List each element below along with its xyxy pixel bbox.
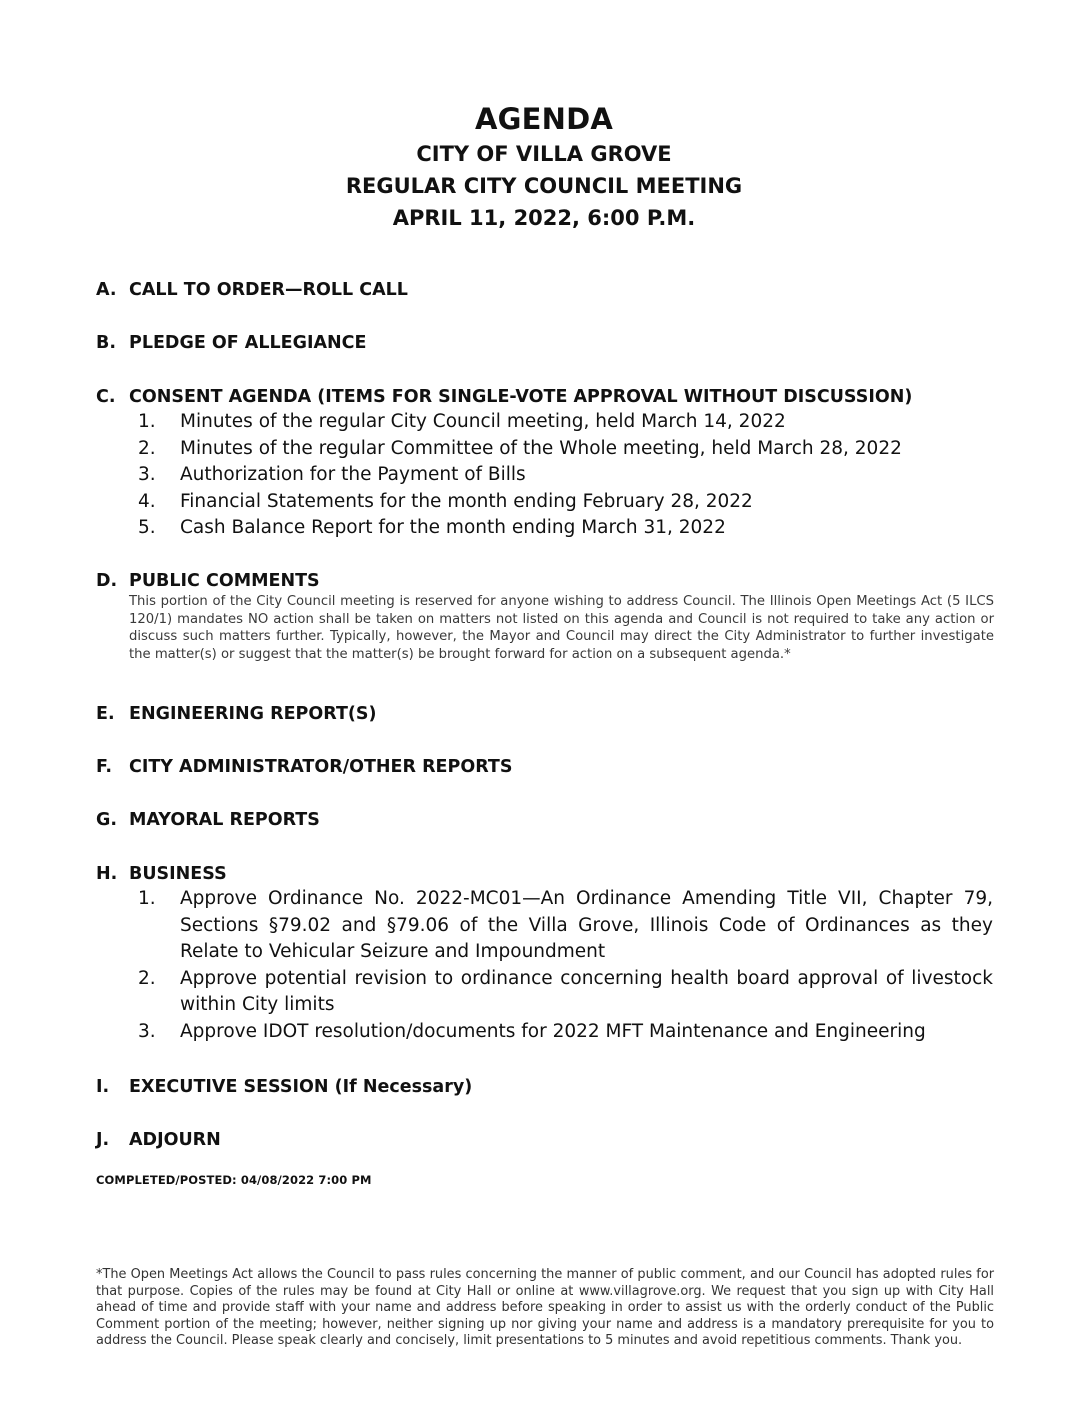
agenda-header	[0, 100, 1088, 234]
meeting-date: APRIL 11, 2022, 6:00 P.M.	[392, 206, 696, 230]
section-title: CALL TO ORDER—ROLL CALL	[129, 280, 408, 300]
section-title: MAYORAL REPORTS	[129, 810, 320, 830]
list-item	[96, 409, 996, 436]
item-number: 2.	[138, 967, 156, 989]
section-letter: I.	[96, 1077, 110, 1097]
section-g	[96, 808, 996, 832]
section-heading	[96, 702, 996, 726]
meeting-name: REGULAR CITY COUNCIL MEETING	[345, 174, 743, 198]
section-c	[96, 385, 996, 542]
section-letter: G.	[96, 810, 118, 830]
section-letter: B.	[96, 333, 116, 353]
section-heading	[96, 331, 996, 355]
item-text: Approve IDOT resolution/documents for 2022 MFT Maintenance and Engineering	[180, 1020, 926, 1042]
section-letter: J.	[96, 1130, 110, 1150]
list-item	[96, 436, 996, 463]
section-title: ADJOURN	[129, 1130, 221, 1150]
section-heading	[96, 808, 996, 832]
section-heading	[96, 755, 996, 779]
public-comments-note: This portion of the City Council meeting is reserved for anyone wishing to address Council. The Illinois Open Meetings Act (5 ILCS 120/1) mandates NO action shall be taken on matters not listed on this agenda and Council is not required to take any action or discuss such matters further. Typically, however, the Mayor and Council may direct the City Administrator to further investigate the matter(s) or suggest that the matter(s) be brought forward for action on a subsequent agenda.*	[129, 594, 994, 662]
section-h	[96, 862, 996, 1045]
section-f	[96, 755, 996, 779]
item-number: 1.	[138, 411, 156, 432]
section-heading	[96, 862, 996, 886]
item-text: Approve Ordinance No. 2022-MC01—An Ordinance Amending Title VII, Chapter 79, Sections §79.02 and §79.06 of the Villa Grove, Illinois Code of Ordinances as they Relate to Vehicular Seizure and Impoundment	[180, 888, 993, 962]
section-e	[96, 702, 996, 726]
item-text: Cash Balance Report for the month ending March 31, 2022	[180, 517, 726, 538]
section-letter: H.	[96, 864, 118, 884]
posted-timestamp: COMPLETED/POSTED: 04/08/2022 7:00 PM	[96, 1173, 372, 1187]
section-heading	[96, 1128, 996, 1152]
section-heading	[96, 1075, 996, 1099]
section-heading	[96, 278, 996, 302]
city-name: CITY OF VILLA GROVE	[416, 142, 672, 166]
item-number: 3.	[138, 464, 156, 485]
item-number: 5.	[138, 517, 156, 538]
section-title: PLEDGE OF ALLEGIANCE	[129, 333, 367, 353]
section-a	[96, 278, 996, 302]
list-item	[96, 462, 996, 489]
section-letter: D.	[96, 571, 118, 591]
section-letter: E.	[96, 704, 115, 724]
section-title: CITY ADMINISTRATOR/OTHER REPORTS	[129, 757, 513, 777]
list-item	[96, 1019, 996, 1046]
section-j	[96, 1128, 996, 1152]
section-i	[96, 1075, 996, 1099]
section-title: CONSENT AGENDA (ITEMS FOR SINGLE-VOTE APPROVAL WITHOUT DISCUSSION)	[129, 387, 913, 407]
item-number: 3.	[138, 1020, 156, 1042]
consent-items-list	[96, 409, 996, 542]
item-text: Minutes of the regular City Council meeting, held March 14, 2022	[180, 411, 786, 432]
section-letter: C.	[96, 387, 116, 407]
list-item	[96, 489, 996, 516]
item-text: Minutes of the regular Committee of the Whole meeting, held March 28, 2022	[180, 437, 902, 459]
list-item	[96, 515, 996, 542]
page-title: AGENDA	[474, 102, 614, 136]
list-item	[96, 886, 996, 966]
item-number: 1.	[138, 888, 156, 909]
business-items-list	[96, 886, 996, 1045]
item-number: 2.	[138, 437, 156, 459]
section-letter: F.	[96, 757, 113, 777]
section-d	[96, 569, 996, 663]
item-text: Approve potential revision to ordinance concerning health board approval of livestock within City limits	[180, 967, 993, 1015]
section-title: PUBLIC COMMENTS	[129, 571, 320, 591]
list-item	[96, 966, 996, 1019]
section-heading	[96, 385, 996, 409]
section-title: EXECUTIVE SESSION (If Necessary)	[129, 1077, 473, 1097]
section-heading	[96, 569, 996, 593]
section-title: BUSINESS	[129, 864, 227, 884]
footnote: *The Open Meetings Act allows the Council to pass rules concerning the manner of public comment, and our Council has adopted rules for that purpose. Copies of the rules may be found at City Hall or online at www.villagrove.org. We request that you sign up with City Hall ahead of time and provide staff with your name and address before speaking in order to assist us with the orderly conduct of the Public Comment portion of the meeting; however, neither signing up nor giving your name and address is a mandatory prerequisite for you to address the Council. Please speak clearly and concisely, limit presentations to 5 minutes and avoid repetitious comments. Thank you.	[96, 1267, 994, 1348]
section-title: ENGINEERING REPORT(S)	[129, 704, 377, 724]
item-number: 4.	[138, 490, 156, 512]
item-text: Financial Statements for the month ending February 28, 2022	[180, 490, 753, 512]
section-b	[96, 331, 996, 355]
item-text: Authorization for the Payment of Bills	[180, 464, 526, 485]
section-letter: A.	[96, 280, 117, 300]
